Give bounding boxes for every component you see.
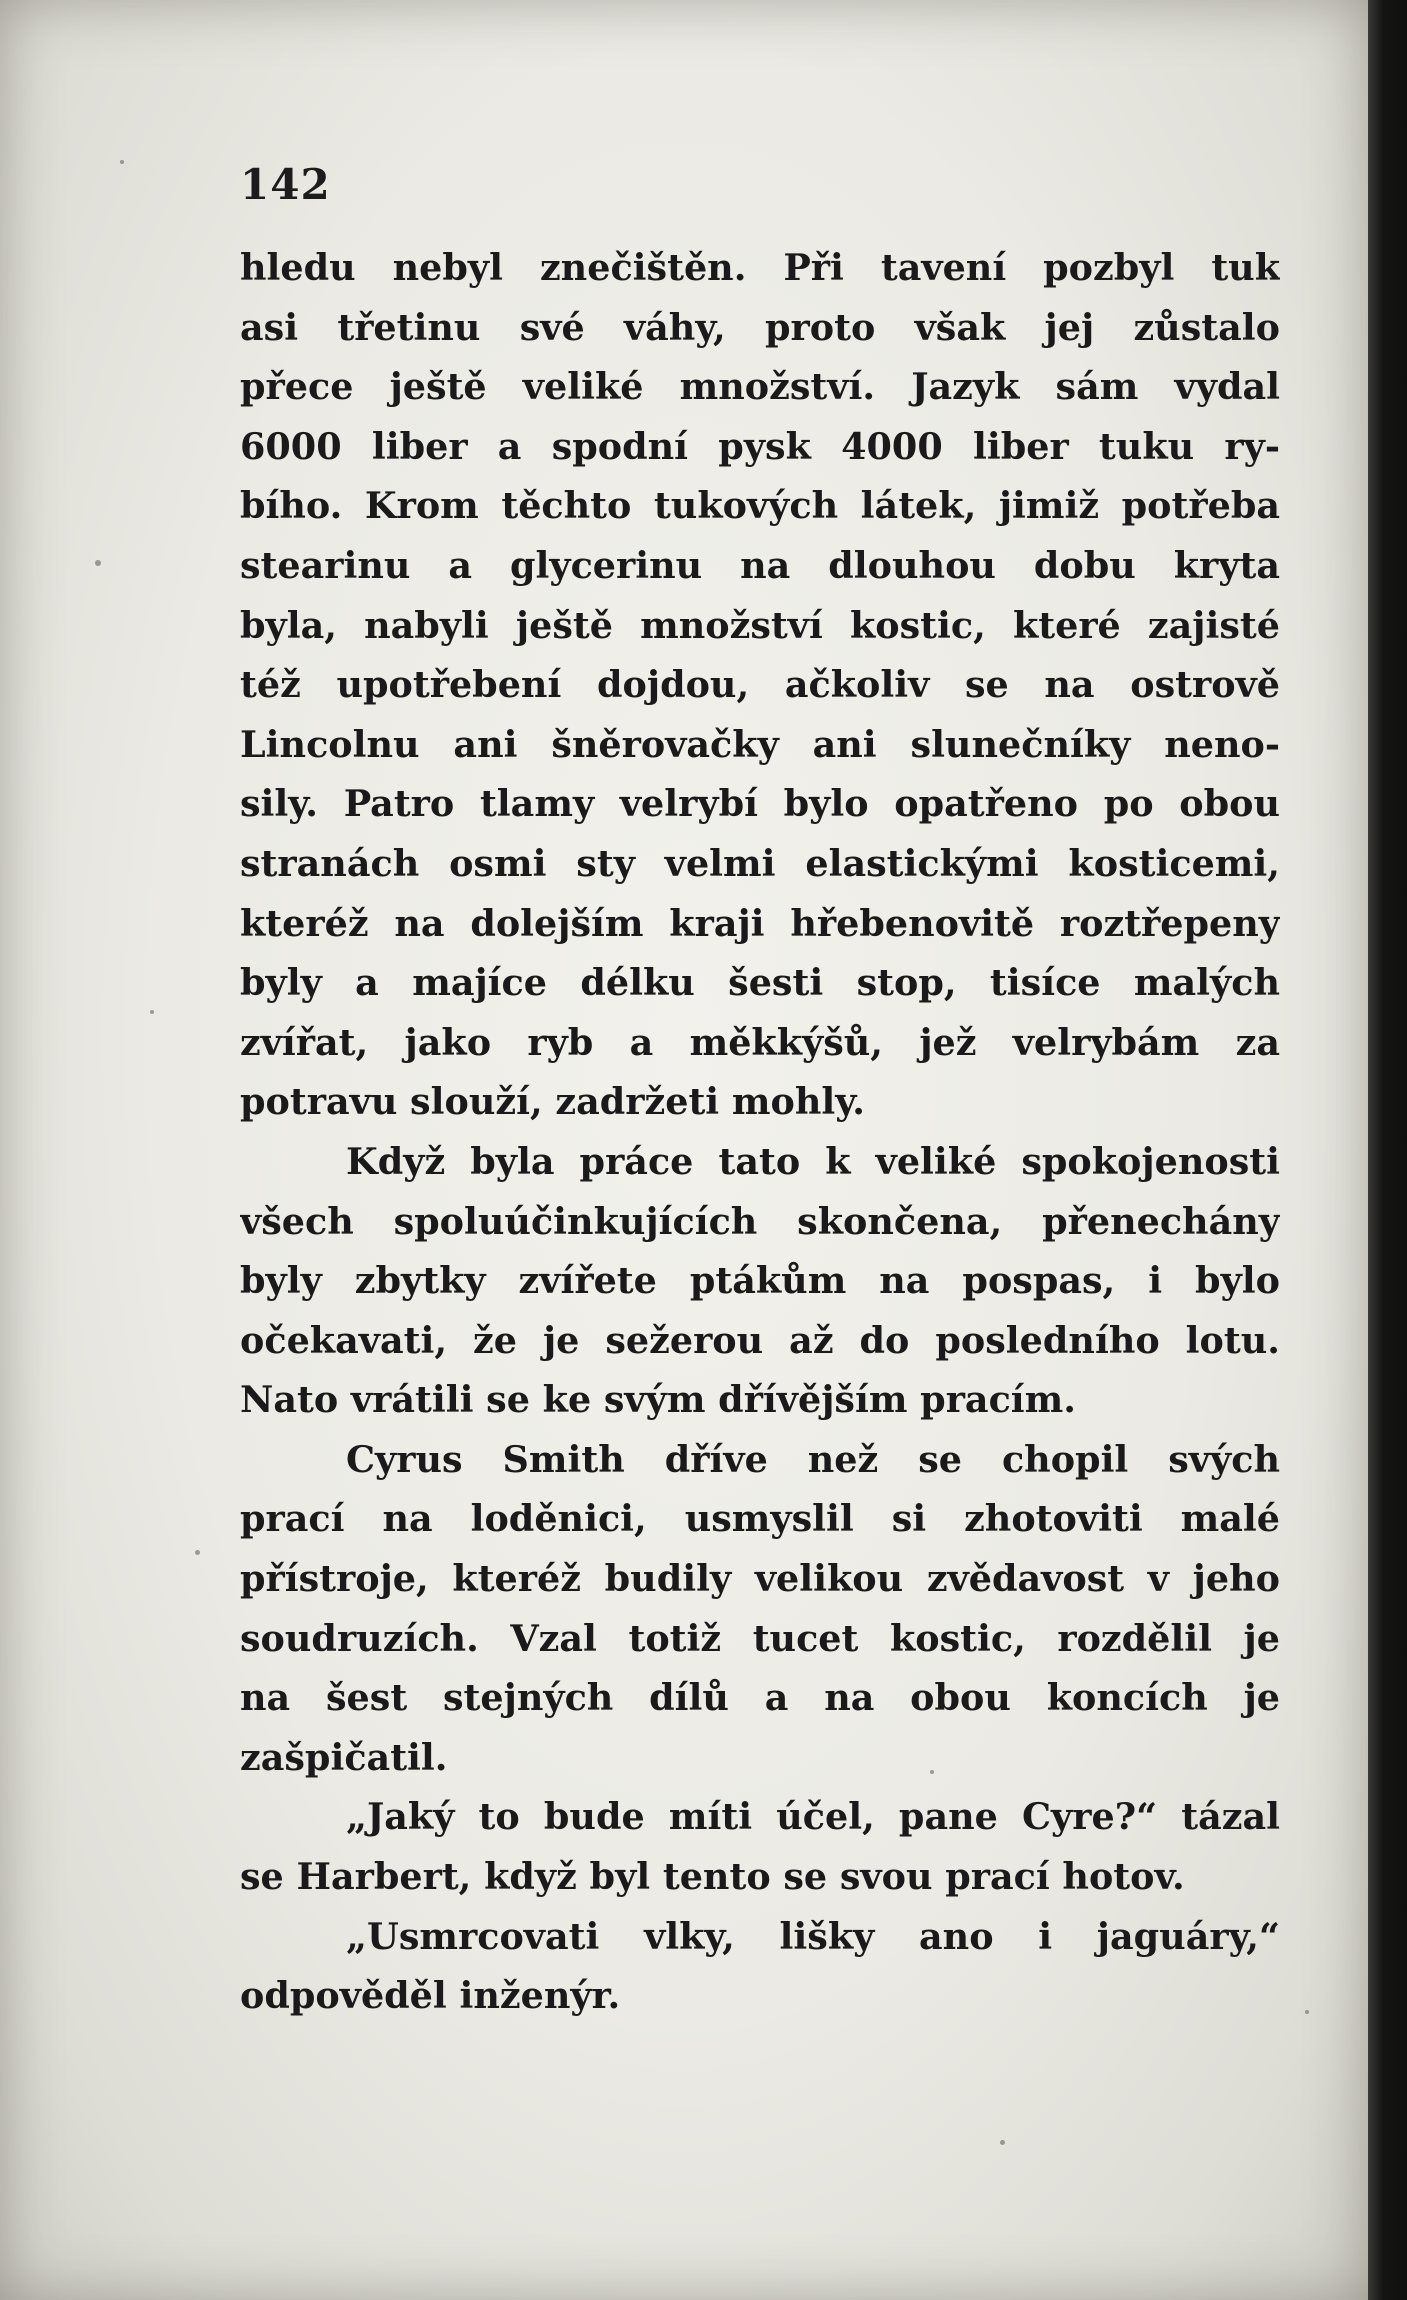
text-line: stranách osmi sty velmi elastickými kosticemi,	[240, 841, 1280, 885]
text-line: Lincolnu ani šněrovačky ani slunečníky neno-	[240, 722, 1280, 766]
text-line: všech spoluúčinkujících skončena, přenechány	[240, 1199, 1280, 1243]
text-line: „Usmrcovati vlky, lišky ano i jaguáry,“	[346, 1914, 1280, 1958]
text-line: přece ještě veliké množství. Jazyk sám vydal	[240, 365, 1280, 409]
paragraph	[240, 1907, 1280, 2026]
text-line: byla, nabyli ještě množství kostic, které zajisté	[240, 603, 1280, 647]
text-line: byly zbytky zvířete ptákům na pospas, i bylo	[240, 1259, 1280, 1303]
scan-edge	[1368, 0, 1407, 2300]
text-line: hledu nebyl znečištěn. Při tavení pozbyl tuk	[240, 246, 1280, 289]
print-speck	[120, 160, 124, 164]
print-speck	[195, 1550, 200, 1555]
text-line: zašpičatil.	[240, 1735, 448, 1779]
text-line: též upotřebení dojdou, ačkoliv se na ostrově	[240, 663, 1280, 707]
page-number: 142	[240, 160, 331, 209]
text-line: Když byla práce tato k veliké spokojenosti	[346, 1139, 1280, 1183]
text-line: soudruzích. Vzal totiž tucet kostic, rozdělil je	[240, 1616, 1280, 1660]
print-speck	[150, 1010, 154, 1014]
text-line: na šest stejných dílů a na obou koncích je	[240, 1676, 1280, 1720]
print-speck	[1305, 2010, 1309, 2014]
text-line: Cyrus Smith dříve než se chopil svých	[346, 1437, 1280, 1481]
text-line: očekavati, že je sežerou až do posledního lotu.	[240, 1318, 1280, 1362]
text-line: potravu slouží, zadržeti mohly.	[240, 1080, 865, 1124]
text-line: zvířat, jako ryb a měkkýšů, jež velrybám za	[240, 1020, 1280, 1064]
text-line: „Jaký to bude míti účel, pane Cyre?“ tázal	[346, 1795, 1280, 1839]
text-line: stearinu a glycerinu na dlouhou dobu kryta	[240, 543, 1280, 587]
text-line: kteréž na dolejším kraji hřebenovitě roztřepeny	[240, 901, 1280, 945]
text-line: asi třetinu své váhy, proto však jej zůstalo	[240, 305, 1280, 349]
text-line: bího. Krom těchto tukových látek, jimiž potřeba	[240, 484, 1280, 528]
print-speck	[930, 1770, 934, 1774]
text-line: 6000 liber a spodní pysk 4000 liber tuku ry-	[240, 424, 1280, 468]
paragraph	[240, 238, 1280, 1132]
text-line: prací na loděnici, usmyslil si zhotoviti malé	[240, 1497, 1280, 1541]
text-line: odpověděl inženýr.	[240, 1974, 621, 2018]
text-line: Nato vrátili se ke svým dřívějším pracím.	[240, 1378, 1076, 1422]
text-line: byly a majíce délku šesti stop, tisíce malých	[240, 961, 1280, 1005]
text-line: přístroje, kteréž budily velikou zvědavost v jeho	[240, 1557, 1280, 1601]
paragraph	[240, 1132, 1280, 1430]
text-line: sily. Patro tlamy velrybí bylo opatřeno po obou	[240, 782, 1280, 826]
print-speck	[1000, 2140, 1005, 2145]
text-line: se Harbert, když byl tento se svou prací hotov.	[240, 1855, 1185, 1899]
body-text	[240, 238, 1280, 2026]
paragraph	[240, 1430, 1280, 1788]
print-speck	[95, 560, 101, 566]
paragraph	[240, 1787, 1280, 1906]
